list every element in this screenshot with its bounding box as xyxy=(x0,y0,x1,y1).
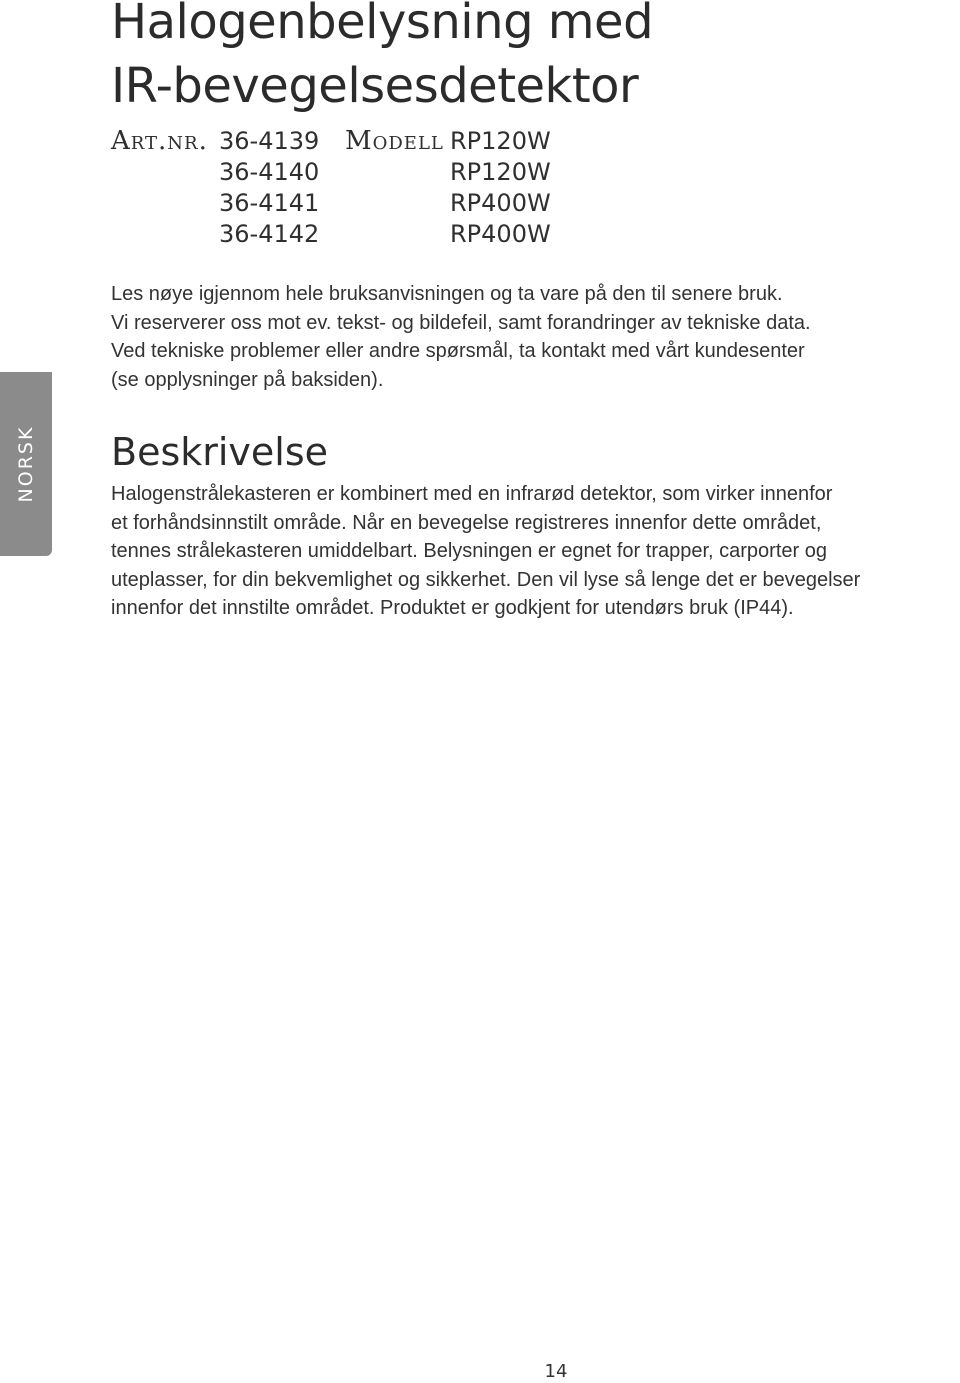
model-number-column xyxy=(450,126,551,250)
title-line: Halogenbelysning med xyxy=(111,0,654,50)
intro-line: Ved tekniske problemer eller andre spørsmål, ta kontakt med vårt kundesenter xyxy=(111,340,805,362)
language-label: NORSK xyxy=(15,425,37,503)
description-line: tennes strålekasteren umiddelbart. Belysningen er egnet for trapper, carporter og xyxy=(111,540,827,562)
intro-line: (se opplysninger på baksiden). xyxy=(111,368,384,391)
description-line: innenfor det innstilte området. Produktet er godkjent for utendørs bruk (IP44). xyxy=(111,597,794,619)
description-line: uteplasser, for din bekvemlighet og sikkerhet. Den vil lyse så lenge det er bevegelser xyxy=(111,568,861,591)
model-table xyxy=(111,126,611,256)
description-line: Halogenstrålekasteren er kombinert med en infrarød detektor, som virker innenfor xyxy=(111,483,833,505)
art-number: 36-4139 xyxy=(219,127,320,155)
description-paragraph xyxy=(111,480,956,623)
model-number: RP120W xyxy=(450,158,551,186)
intro-paragraph xyxy=(111,280,931,394)
art-number: 36-4141 xyxy=(219,189,320,217)
art-nr-label: Art.nr. xyxy=(111,126,208,156)
model-number: RP400W xyxy=(450,220,551,248)
art-number: 36-4140 xyxy=(219,158,320,186)
intro-line: Les nøye igjennom hele bruksanvisningen og ta vare på den til senere bruk. xyxy=(111,283,783,305)
art-number-column xyxy=(219,126,319,250)
page-title xyxy=(111,0,931,118)
art-number: 36-4142 xyxy=(219,220,320,248)
modell-label: Modell xyxy=(345,126,444,156)
model-number: RP120W xyxy=(450,127,551,155)
model-number: RP400W xyxy=(450,189,551,217)
language-side-tab xyxy=(0,372,52,556)
page-number: 14 xyxy=(544,1361,568,1382)
intro-line: Vi reserverer oss mot ev. tekst- og bildefeil, samt forandringer av tekniske data. xyxy=(111,311,811,334)
description-line: et forhåndsinnstilt område. Når en bevegelse registreres innenfor dette området, xyxy=(111,511,822,534)
section-heading: Beskrivelse xyxy=(111,430,329,474)
title-line: IR-bevegelsesdetektor xyxy=(111,58,639,114)
